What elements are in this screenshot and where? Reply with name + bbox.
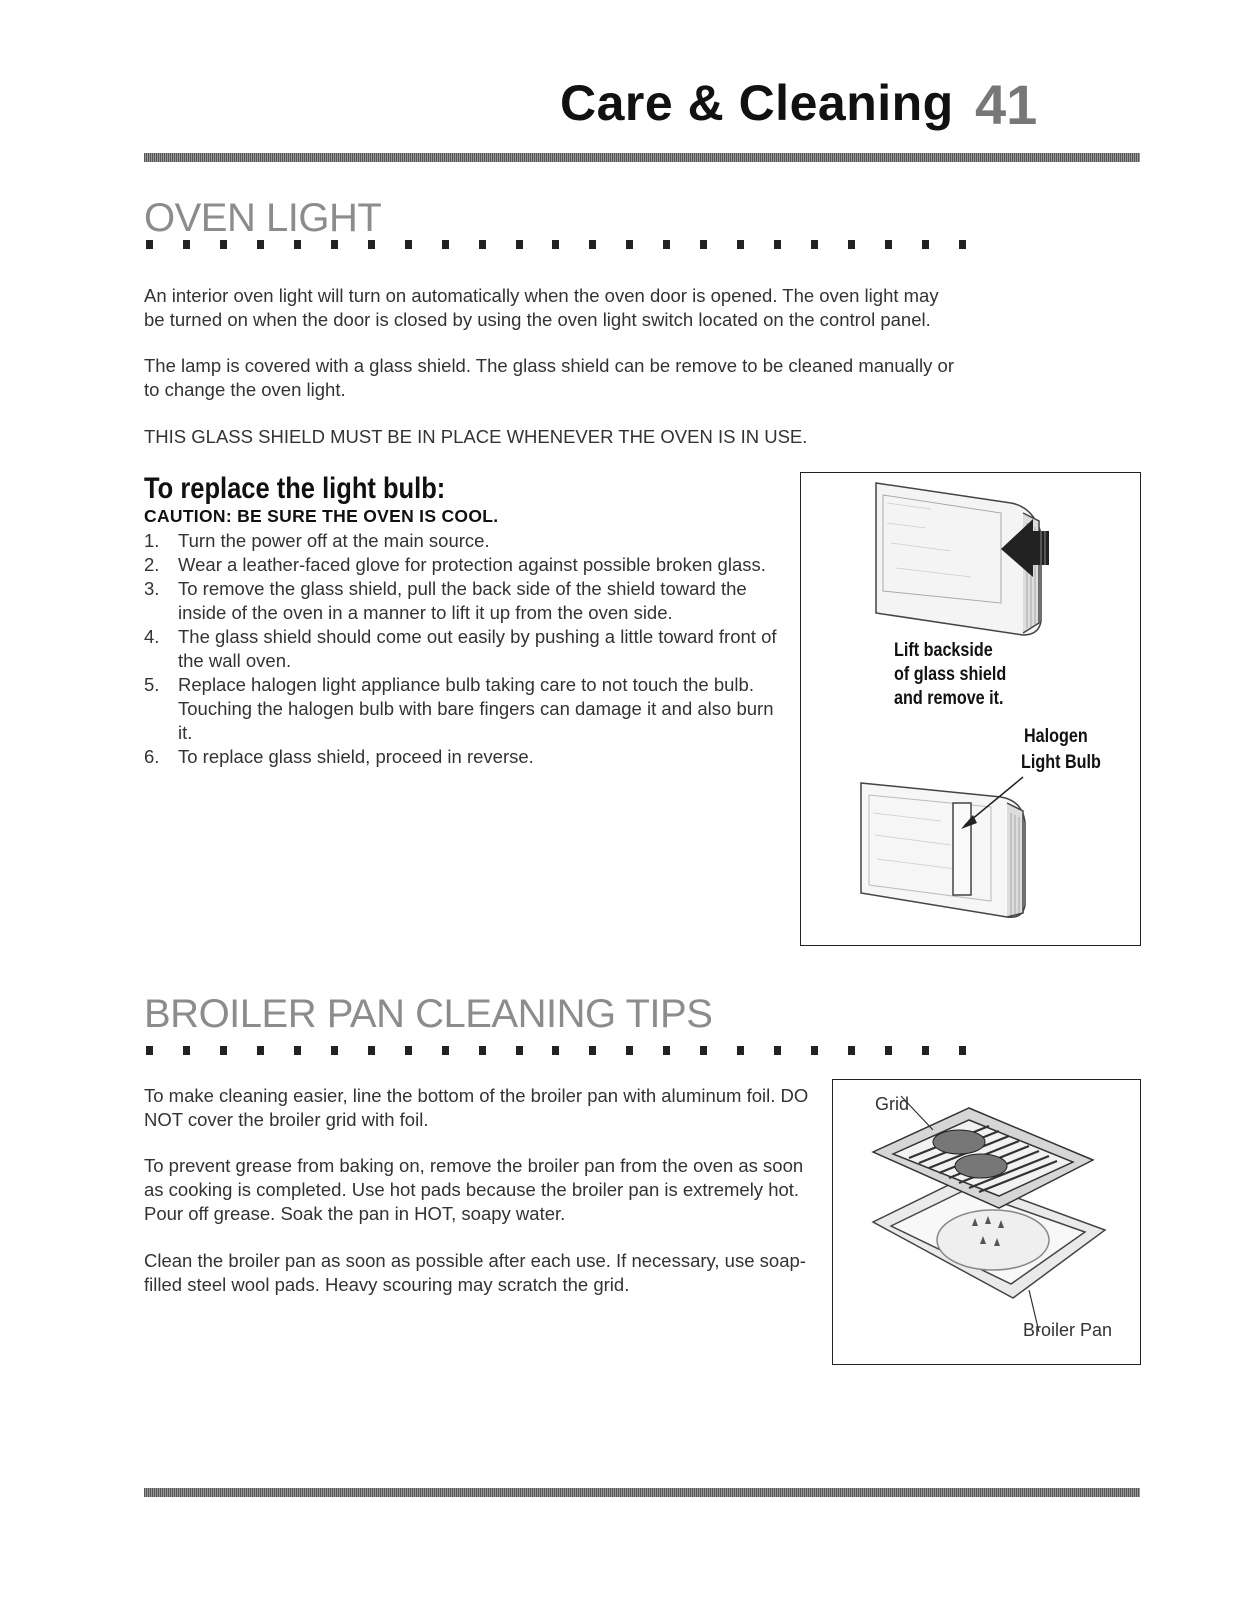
replace-bulb-heading: To replace the light bulb:	[144, 472, 446, 505]
oven-light-shield-info: The lamp is covered with a glass shield. The glass shield can be remove to be cleaned manually or to change the oven light.	[144, 355, 954, 400]
footer-rule	[144, 1488, 1140, 1497]
oven-light-intro: An interior oven light will turn on automatically when the oven door is opened. The oven light may be turned on when the door is closed by using the oven light switch located on the control panel.	[144, 285, 939, 330]
broiler-tip-foil: To make cleaning easier, line the bottom of the broiler pan with aluminum foil. DO NOT cover the broiler grid with foil.	[144, 1085, 809, 1130]
broiler-title: BROILER PAN CLEANING TIPS	[144, 992, 713, 1036]
list-item: 6. To replace glass shield, proceed in reverse.	[144, 746, 534, 767]
lift-label-line-2: of glass shield	[894, 664, 1007, 685]
broiler-tip-clean: Clean the broiler pan as soon as possible after each use. If necessary, use soap-filled steel wool pads. Heavy scouring may scratch the grid.	[144, 1250, 806, 1295]
header-rule	[144, 153, 1140, 162]
oven-light-title: OVEN LIGHT	[144, 196, 382, 240]
lift-label-line-1: Lift backside	[894, 640, 993, 661]
list-item: 5. Replace halogen light appliance bulb taking care to not touch the bulb. Touching the halogen bulb with bare fingers can damage it and also burn it.	[144, 674, 774, 743]
list-item: 2. Wear a leather-faced glove for protection against possible broken glass.	[144, 554, 766, 575]
bulb-label-line-1: Halogen	[1024, 726, 1088, 747]
lift-label-line-3: and remove it.	[894, 688, 1004, 709]
broiler-pan-label: Broiler Pan	[1023, 1320, 1113, 1340]
broiler-figure	[832, 1079, 1141, 1365]
page-title: Care & Cleaning	[560, 75, 954, 131]
page-number: 41	[975, 73, 1038, 136]
oven-light-warning: THIS GLASS SHIELD MUST BE IN PLACE WHENEVER THE OVEN IS IN USE.	[144, 426, 808, 447]
list-item: 3. To remove the glass shield, pull the back side of the shield toward the inside of the oven in a manner to lift it up from the oven side.	[144, 578, 747, 623]
bulb-label-line-2: Light Bulb	[1021, 752, 1101, 773]
broiler-dot-divider	[146, 1046, 966, 1058]
replace-bulb-steps	[144, 529, 784, 769]
list-item: 1. Turn the power off at the main source.	[144, 530, 490, 551]
grid-label: Grid	[875, 1094, 910, 1114]
broiler-tip-grease: To prevent grease from baking on, remove the broiler pan from the oven as soon as cooking is completed. Use hot pads because the broiler pan is extremely hot. Pour off grease. Soak the pan in HOT, soapy water.	[144, 1155, 804, 1224]
caution-note: CAUTION: BE SURE THE OVEN IS COOL.	[144, 506, 499, 526]
oven-light-dot-divider	[146, 240, 966, 252]
oven-light-figure	[800, 472, 1141, 946]
list-item: 4. The glass shield should come out easily by pushing a little toward front of the wall oven.	[144, 626, 777, 671]
